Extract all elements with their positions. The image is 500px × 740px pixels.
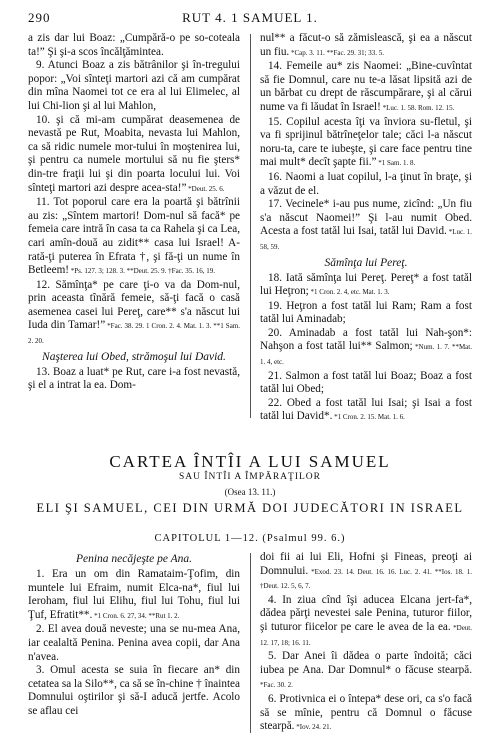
- samuel-verses-left: [28, 568, 240, 719]
- verse-text: 4. In ziua cînd îşi aducea Elcana jert-fa*, dădea părţi nevestei sale Penina, tuturor fiilor, şi tuturor fiicelor pe care le avea de la ea.: [260, 593, 472, 633]
- verse: [260, 272, 472, 300]
- verse-text: 22. Obed a fost tatăl lui Isai; şi Isai a fost tatăl lui David*.: [260, 396, 472, 423]
- verse: [28, 664, 240, 718]
- verse-text: 17. Vecinele* i-au pus nume, zicînd: „Un fiu s'a născut Naomei!” Şi l-au numit Obed. Acesta a fost tatăl lui Isai, tatăl lui David.: [260, 198, 472, 238]
- cross-reference: *Num. 1. 7. **Mat. 1. 4, etc.: [260, 343, 472, 367]
- verse-text: 19. Heţron a fost tatăl lui Ram; Ram a fost tatăl lui Aminadab;: [260, 299, 472, 326]
- verse: [260, 650, 472, 693]
- verse-text: 9. Atunci Boaz a zis bătrânilor şi în-tregului popor: „Voi sînteţi martori azi că am cumpărat din mîna Naomei tot ce era al lui Elimelec, al lui Chi-lion şi al lui Mahlon,: [28, 59, 240, 112]
- verse: [28, 114, 240, 197]
- page-number: 290: [28, 10, 51, 25]
- book-heading: ELI ŞI SAMUEL, CEI DIN URMĂ DOI JUDECĂTORI IN ISRAEL: [36, 501, 464, 515]
- column-divider: [250, 34, 251, 418]
- section-heading-penina: Penina necăjeşte pe Ana.: [75, 553, 193, 565]
- left-column-ruth: [28, 32, 240, 393]
- cross-reference: *1 Cron. 2. 15. Mat. 1. 6.: [332, 413, 405, 422]
- verse: [260, 116, 472, 171]
- cross-reference: *Deut. 25. 6.: [186, 184, 225, 193]
- verse: [28, 279, 240, 349]
- column-divider-lower: [250, 553, 251, 733]
- page-header: [28, 10, 472, 28]
- book-subtitle: SAU ÎNTÎI A ÎMPĂRAŢILOR: [178, 472, 321, 482]
- verse: [260, 693, 472, 735]
- cross-reference: *Exod. 23. 14. Deut. 16. 16. Luc. 2. 41. **Ios. 18. 1. †Deut. 12. 5, 6, 7.: [260, 567, 472, 591]
- verse: [28, 59, 240, 113]
- verse: [260, 370, 472, 397]
- ruth-verses-left: [28, 32, 240, 349]
- verse: [260, 60, 472, 115]
- ruth-verses-right: [260, 32, 472, 255]
- left-column-samuel: [28, 551, 240, 719]
- verse-text: doi fii ai lui Eli, Hofni şi Fineas, preoţi ai Domnului.: [260, 551, 472, 577]
- verse-text: nul** a făcut-o să zămislească, şi ea a născut un fiu.: [260, 32, 472, 58]
- verse-text: 14. Femeile au* zis Naomei: „Bine-cuvîntat să fie Domnul, care nu te-a lăsat lipsită azi de un bărbat cu drept de răscumpărare, şi al cărui nume va fi lăudat în Israel!: [260, 60, 472, 113]
- section-heading-obed: Naşterea lui Obed, strămoşul lui David.: [42, 350, 226, 363]
- verse-text: 1. Era un om din Ramataim-Ţofim, din muntele lui Efraim, numit Elca-na*, fiul lui Ieroham, fiul lui Elihu, fiul lui Tohu, fiul lui Ţuf, Efratit**.: [28, 568, 240, 621]
- verse: [28, 623, 240, 664]
- verse-text: 11. Tot poporul care era la poartă şi bătrînii au zis: „Sîntem martori! Dom-nul să facă* pe femeia care intră în casa ta ca Rahela şi ca Lea, cari amîn-două au zidit** casa lui Israel! A-rată-ţi puterea în Efrata †, şi fă-ţi un nume în Betleem!: [28, 196, 240, 277]
- verse-text: a zis dar lui Boaz: „Cumpără-o pe so-coteala ta!” Şi şi-a scos încălţămintea.: [28, 32, 240, 58]
- verse-text: 12. Sămînţa* pe care ţi-o va da Dom-nul, prin aceasta tînără femeie, să-ţi facă o casă asemenea casei lui Pereţ, care** s'a născut lui Iuda din Tamar!”: [28, 278, 240, 332]
- verse: [260, 171, 472, 198]
- cross-reference: *Ps. 127. 3; 128. 3. **Deut. 25. 9. †Fac. 35. 16, 19.: [69, 267, 216, 276]
- verse-text: 21. Salmon a fost tatăl lui Boaz; Boaz a fost tatăl lui Obed;: [260, 369, 472, 396]
- cross-reference: *Cap. 3. 11. **Fac. 29. 31; 33. 5.: [289, 48, 385, 57]
- book-reference: (Osea 13. 11.): [224, 487, 276, 497]
- cross-reference: *Luc. 1. 58. Rom. 12. 15.: [380, 103, 455, 112]
- cross-reference: *1 Cron. 6. 27, 34. **Rut 1. 2.: [92, 611, 180, 620]
- verse: [260, 198, 472, 254]
- verse-text: 10. şi că mi-am cumpărat deasemenea de nevastă pe Rut, Moabita, nevasta lui Mahlon, ca să ridic numele mor-tului în moştenirea lui, şi pentru ca numele mortului să nu fie şters* din-tre fraţii lui şi din poarta locului lui. Voi sînteţi martori azi despre acea-sta!”: [28, 113, 240, 194]
- verse-text: 5. Dar Anei îi dădea o parte îndoită; căci iubea pe Ana. Dar Domnul* o făcuse stearpă.: [260, 650, 472, 676]
- right-column-ruth: [260, 32, 472, 425]
- verse: [260, 32, 472, 60]
- cross-reference: *Iov. 24. 21.: [294, 723, 332, 732]
- verse: [28, 568, 240, 623]
- cross-reference: *Fac. 30. 2.: [260, 681, 293, 690]
- cross-reference: *1 Cron. 2. 4, etc. Mat. 1. 3.: [308, 288, 390, 297]
- cross-reference: *Fac. 38. 29. 1 Cron. 2. 4. Mat. 1. 3. **1 Sam. 2. 20.: [28, 322, 240, 346]
- section-heading-peret: Sămînţa lui Pereţ.: [324, 256, 408, 269]
- cross-reference: *Luc. 1. 58, 59.: [260, 228, 472, 251]
- verse: [260, 551, 472, 594]
- verse: [28, 196, 240, 279]
- verse: [260, 300, 472, 327]
- verse-text: 18. Iată sămînţa lui Pereţ. Pereţ* a fost tatăl lui Heţron;: [260, 271, 472, 298]
- cross-reference: *1 Sam. 1. 8.: [376, 159, 416, 168]
- running-title: RUT 4. 1 SAMUEL 1.: [182, 10, 318, 25]
- samuel-verses-right: [260, 551, 472, 735]
- verse-text: 15. Copilul acesta îţi va înviora su-fletul, şi va fi sprijinul bătrîneţelor tale; căci l-a născut noru-ta, care te iubeşte, şi care face pentru tine mai mult* decît şapte fii.”: [260, 115, 472, 169]
- verse-text: 6. Protivnica ei o întepa* dese ori, ca s'o facă să se mînie, pentru că Domnul o făcuse stearpă.: [260, 692, 472, 733]
- book-title: CARTEA ÎNTÎI A LUI SAMUEL: [109, 452, 391, 471]
- verse: [260, 327, 472, 370]
- genealogy-verses: [260, 272, 472, 426]
- chapter-heading: CAPITOLUL 1—12. (Psalmul 99. 6.): [154, 533, 346, 544]
- verse: [28, 32, 240, 59]
- verse-text: 2. El avea două neveste; una se nu-mea Ana, iar cealaltă Penina. Penina avea copii, dar Ana n'avea.: [28, 623, 240, 663]
- verse-text: 16. Naomi a luat copilul, l-a ţinut în braţe, şi a văzut de el.: [260, 170, 472, 197]
- verse: [260, 397, 472, 425]
- verse-text: 3. Omul acesta se suia în fiecare an* din cetatea sa la Silo**, ca să se în-chine † înaintea Domnului oştirilor şi să-I aducă jertfe. Acolo se aflau cei: [28, 664, 240, 717]
- verse-13: 13. Boaz a luat* pe Rut, care i-a fost nevastă, şi el a intrat la ea. Dom-: [28, 365, 240, 392]
- verse: [260, 594, 472, 650]
- cross-reference: *Deut. 12. 17, 18; 16. 11.: [260, 623, 472, 647]
- verse-text: 20. Aminadab a fost tatăl lui Nah-şon*: Nahşon a fost tatăl lui** Salmon;: [260, 326, 472, 353]
- right-column-samuel: [260, 551, 472, 735]
